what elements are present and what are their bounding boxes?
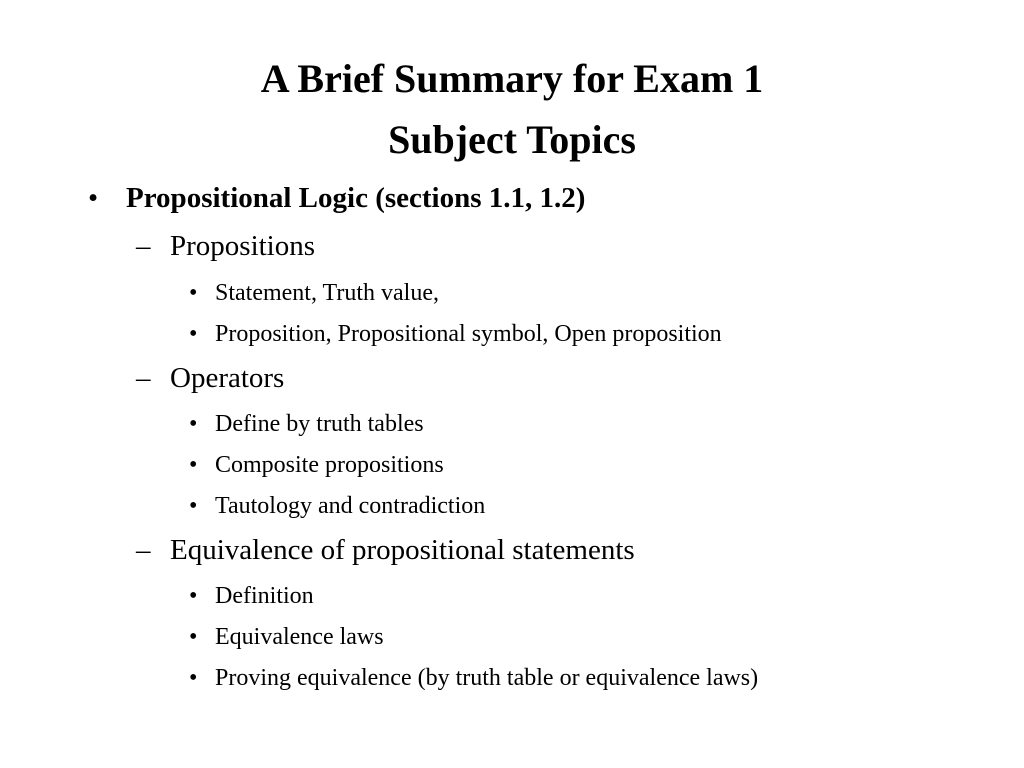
bullet-marker: • [189, 452, 198, 478]
subbullet-equivalence [136, 533, 635, 567]
bullet-marker: • [189, 665, 198, 691]
bullet-marker: • [189, 493, 198, 519]
list-item [189, 623, 384, 651]
subbullet-operators [136, 361, 285, 395]
list-item [189, 664, 759, 692]
list-item [189, 279, 439, 307]
subbullet-text: Equivalence of propositional statements [170, 534, 635, 566]
bullet-propositional-logic [88, 181, 586, 215]
list-item [189, 492, 486, 520]
list-item [189, 582, 314, 610]
list-item-text: Composite propositions [215, 452, 444, 478]
bullet-marker: • [189, 583, 198, 609]
bullet-marker: • [189, 411, 198, 437]
list-item-text: Equivalence laws [215, 624, 384, 650]
dash-marker: – [136, 362, 151, 394]
bullet-marker: • [88, 182, 99, 214]
slide-title: A Brief Summary for Exam 1 [260, 56, 764, 101]
list-item [189, 320, 722, 348]
subbullet-propositions [136, 229, 316, 263]
bullet-marker: • [189, 280, 198, 306]
slide-subtitle: Subject Topics [388, 117, 636, 162]
dash-marker: – [136, 230, 151, 262]
dash-marker: – [136, 534, 151, 566]
bullet-marker: • [189, 624, 198, 650]
list-item-text: Define by truth tables [215, 411, 424, 437]
list-item-text: Tautology and contradiction [215, 493, 486, 519]
subbullet-text: Propositions [170, 230, 316, 262]
subbullet-text: Operators [170, 362, 285, 394]
list-item-text: Statement, Truth value, [215, 280, 439, 306]
list-item [189, 451, 444, 479]
bullet-text: Propositional Logic (sections 1.1, 1.2) [126, 182, 586, 214]
bullet-marker: • [189, 321, 198, 347]
list-item-text: Proposition, Propositional symbol, Open proposition [215, 321, 722, 347]
list-item-text: Proving equivalence (by truth table or equivalence laws) [215, 665, 759, 691]
list-item-text: Definition [215, 583, 314, 609]
list-item [189, 410, 424, 438]
